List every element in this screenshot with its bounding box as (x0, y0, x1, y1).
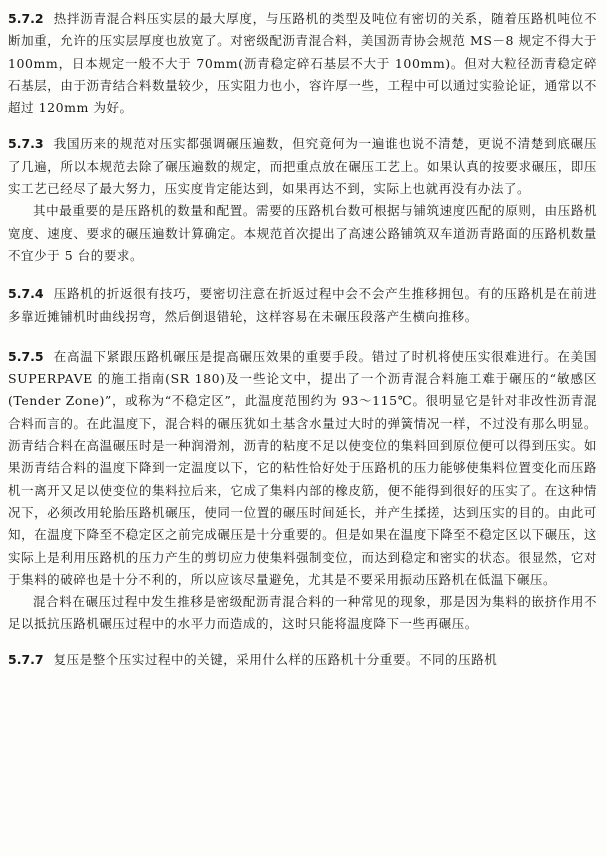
paragraph-text: 热拌沥青混合料压实层的最大厚度，与压路机的类型及吨位有密切的关系，随着压路机吨位不断加重，允许的压实层厚度也放宽了。对密级配沥青混合料，美国沥青协会规范 MS－8 规定不得大于 100mm，日本规定一般不大于 70mm(沥青稳定碎石基层不大于 100mm)。但对大粒径沥青稳定碎石基层，由于沥青结合料数量较少，压实阻力也小，容许厚一些，工程中可以通过实验论证，通常以不超过 120mm 为好。 (8, 11, 597, 116)
section-number: 5.7.2 (8, 11, 44, 26)
paragraph (8, 346, 597, 591)
paragraph-text: 压路机的折返很有技巧，要密切注意在折返过程中会不会产生推移拥包。有的压路机是在前进多靠近摊铺机时曲线拐弯，然后倒退错轮，这样容易在未碾压段落产生横向推移。 (8, 286, 597, 324)
paragraph (8, 133, 597, 200)
section-5-7-2 (8, 8, 597, 119)
section-5-7-3 (8, 133, 597, 267)
paragraph: 混合料在碾压过程中发生推移是密级配沥青混合料的一种常见的现象，那是因为集料的嵌挤作用不足以抵抗压路机碾压过程中的水平力而造成的，这时只能将温度降下一些再碾压。 (8, 594, 597, 632)
paragraph (8, 649, 597, 671)
section-5-7-7 (8, 649, 597, 671)
section-5-7-4 (8, 283, 597, 328)
section-number: 5.7.4 (8, 286, 44, 302)
paragraph (8, 283, 597, 328)
section-5-7-5 (8, 346, 597, 636)
section-number: 5.7.5 (8, 348, 44, 364)
paragraph: 其中最重要的是压路机的数量和配置。需要的压路机台数可根据与铺筑速度匹配的原则，由压路机宽度、速度、要求的碾压遍数计算确定。本规范首次提出了高速公路铺筑双车道沥青路面的压路机数量不宜少于 5 台的要求。 (8, 203, 597, 263)
paragraph-text: 我国历来的规范对压实都强调碾压遍数，但究竟何为一遍谁也说不清楚，更说不清楚到底碾压了几遍，所以本规范去除了碾压遍数的规定，而把重点放在碾压工艺上。如果认真的按要求碾压，即压实工艺已经尽了最大努力，压实度肯定能达到，如果再达不到，实际上也就再没有办法了。 (8, 136, 597, 197)
paragraph-text: 复压是整个压实过程中的关键，采用什么样的压路机十分重要。不同的压路机 (53, 651, 498, 667)
paragraph-text: 在高温下紧跟压路机碾压是提高碾压效果的重要手段。错过了时机将使压实很难进行。在美国 SUPERPAVE 的施工指南(SR 180)及一些论文中，提出了一个沥青混合料施工难于碾压的“敏感区(Tender Zone)”，或称为“不稳定区”，此温度范围约为 93～115℃。很明显它是针对非改性沥青混合料而言的。在此温度下，混合料的碾压犹如土基含水量过大时的弹簧情况一样，不过没有那么明显。沥青结合料在高温碾压时是一种润滑剂，沥青的粘度不足以使变位的集料回到原位便可以得到压实。如果沥青结合料的温度下降到一定温度以下，它的粘性恰好处于压路机的压力能够使集料位置变化而压路机一离开又足以使变位的集料拉后来，它成了集料内部的橡皮筋，便不能得到很好的压实了。在这种情况下，必须改用轮胎压路机碾压，使同一位置的碾压时间延长，并产生揉搓，达到压实的目的。由此可知，在温度下降至不稳定区之前完成碾压是十分重要的。但是如果在温度下降至不稳定区以下碾压，这实际上是利用压路机的压力产生的剪切应力使集料强制变位，而达到稳定和密实的状态。很显然，它对于集料的破碎也是十分不利的，所以应该尽量避免，尤其是不要采用振动压路机在低温下碾压。 (8, 348, 597, 587)
section-number: 5.7.7 (8, 651, 44, 667)
paragraph (8, 8, 597, 119)
section-number: 5.7.3 (8, 136, 44, 152)
